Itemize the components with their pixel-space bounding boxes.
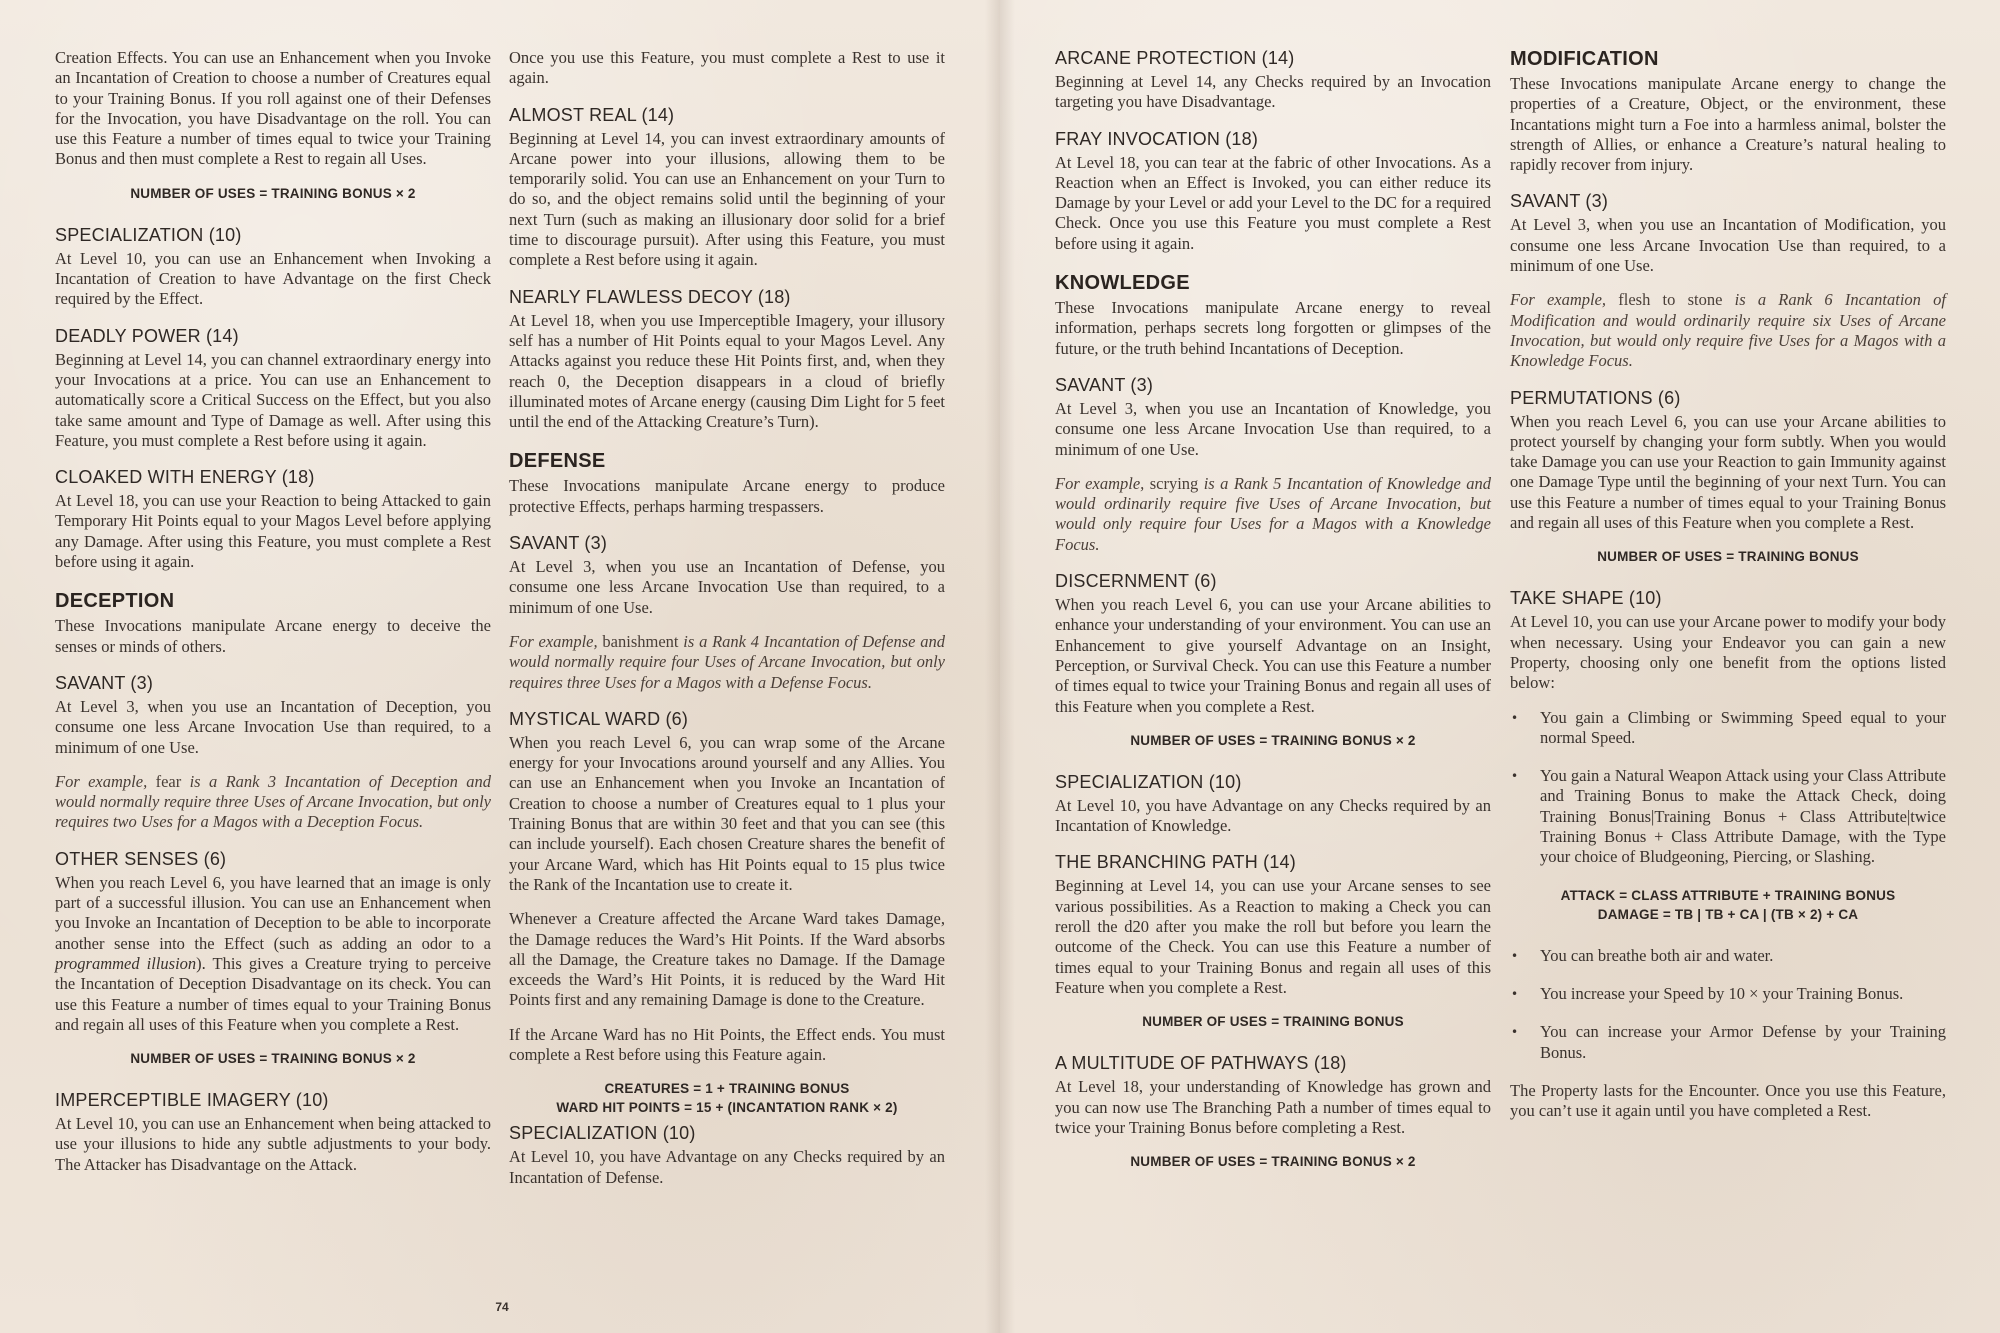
example-rest: is a Rank 4 Incantation of Defense and would normally require four Uses of Arcane Invocation, but only requires three Uses for a Magos with a Defense Focus. xyxy=(509,631,945,692)
other-senses-text-b: ). This gives a Creature trying to perceive the Incantation of Deception Disadvantage on its check. You can use this Feature a number of times equal to your Training Bonus and regain all uses of this Feature when you complete a Rest. xyxy=(55,953,491,1034)
book-gutter xyxy=(985,0,1015,1333)
example-text xyxy=(55,772,491,833)
savant-text: At Level 3, when you use an Incantation of Deception, you consume one less Arcane Invocation Use than required, to a minimum of one Use. xyxy=(55,696,491,757)
specialization-text: At Level 10, you can use an Enhancement when Invoking a Incantation of Creation to have Advantage on the first Check required by the Effect. xyxy=(55,248,491,309)
imperceptible-imagery-text: At Level 10, you can use an Enhancement when being attacked to use your illusions to hide any subtle adjustments to your body. The Attacker has Disadvantage on the Attack. xyxy=(55,1114,491,1174)
multitude-of-pathways-heading: A MULTITUDE OF PATHWAYS (18) xyxy=(1055,1053,1347,1074)
branching-path-heading: THE BRANCHING PATH (14) xyxy=(1055,852,1296,873)
specialization-text: At Level 10, you have Advantage on any Checks required by an Incantation of Defense. xyxy=(509,1147,945,1187)
example-text xyxy=(1055,474,1491,555)
savant-text: At Level 3, when you use an Incantation of Modification, you consume one less Arcane Invocation Use than required, to a minimum of one Use. xyxy=(1510,215,1946,276)
continuation-text: Once you use this Feature, you must complete a Rest to use it again. xyxy=(509,48,945,88)
list-item: • You gain a Climbing or Swimming Speed equal to your normal Speed. xyxy=(1510,708,1946,749)
left-column-1 xyxy=(55,48,491,1189)
attack-formula-line: ATTACK = CLASS ATTRIBUTE + TRAINING BONUS xyxy=(1560,887,1896,903)
almost-real-text: Beginning at Level 14, you can invest extraordinary amounts of Arcane power into your illusions, allowing them to be temporarily solid. You can use an Enhancement on your Turn to do so, and the object remains solid until the beginning of your next Turn (such as making an illusionary door solid for a brief time to discourage pursuit). After using this Feature, you must complete a Rest before using it again. xyxy=(509,128,945,270)
damage-formula-line: DAMAGE = TB | TB + CA | (TB × 2) + CA xyxy=(1597,906,1859,922)
deception-text: These Invocations manipulate Arcane energy to deceive the senses or minds of others. xyxy=(55,616,491,656)
example-lead: For example, xyxy=(509,631,598,651)
right-column-2 xyxy=(1510,48,1946,1135)
take-shape-options-list xyxy=(1510,708,1946,868)
example-term: scrying xyxy=(1144,473,1204,493)
ward-formula-line-2: WARD HIT POINTS = 15 + (INCANTATION RANK × 2) xyxy=(556,1100,898,1116)
defense-text: These Invocations manipulate Arcane energy to produce protective Effects, perhaps harming trespassers. xyxy=(509,476,945,516)
discernment-text: When you reach Level 6, you can use your Arcane abilities to enhance your understanding of your environment. You can use an Enhancement to give yourself Advantage on an Insight, Perception, or Survival Check. You can use this Feature a number of times equal to twice your Training Bonus and regain all uses of this Feature when you complete a Rest. xyxy=(1055,595,1491,716)
take-shape-heading: TAKE SHAPE (10) xyxy=(1510,588,1662,609)
uses-formula: NUMBER OF USES = TRAINING BONUS xyxy=(1142,1014,1404,1030)
uses-formula: NUMBER OF USES = TRAINING BONUS xyxy=(1597,549,1859,565)
discernment-heading: DISCERNMENT (6) xyxy=(1055,571,1217,592)
specialization-heading: SPECIALIZATION (10) xyxy=(509,1123,696,1144)
mystical-ward-heading: MYSTICAL WARD (6) xyxy=(509,708,689,729)
example-lead: For example, xyxy=(1055,473,1145,493)
cloaked-with-energy-heading: CLOAKED WITH ENERGY (18) xyxy=(55,467,315,488)
specialization-heading: SPECIALIZATION (10) xyxy=(55,224,242,245)
deadly-power-heading: DEADLY POWER (14) xyxy=(55,325,239,346)
example-text xyxy=(1510,290,1946,371)
nearly-flawless-decoy-heading: NEARLY FLAWLESS DECOY (18) xyxy=(509,286,791,307)
right-column-1 xyxy=(1055,48,1491,1193)
fray-invocation-heading: FRAY INVOCATION (18) xyxy=(1055,128,1259,149)
savant-heading: SAVANT (3) xyxy=(55,672,154,693)
example-lead: For example, xyxy=(1510,290,1607,310)
ward-formula-line-1: CREATURES = 1 + TRAINING BONUS xyxy=(604,1081,850,1097)
example-rest: is a Rank 5 Incantation of Knowledge and would ordinarily require five Uses of Arcane Invocation, but would only require four Uses for a Magos with a Knowledge Focus. xyxy=(1055,473,1491,554)
arcane-protection-text: Beginning at Level 14, any Checks required by an Invocation targeting you have Disadvantage. xyxy=(1055,72,1491,112)
right-page xyxy=(1000,0,2000,1333)
savant-heading: SAVANT (3) xyxy=(1510,191,1609,212)
knowledge-text: These Invocations manipulate Arcane energy to reveal information, perhaps secrets long forgotten or glimpses of the future, or the truth behind Incantations of Deception. xyxy=(1055,298,1491,358)
take-shape-text: At Level 10, you can use your Arcane power to modify your body when necessary. Using your Endeavor you can gain a new Property, choosing only one benefit from the options listed below: xyxy=(1510,612,1946,693)
almost-real-heading: ALMOST REAL (14) xyxy=(509,104,675,125)
example-rest: is a Rank 6 Incantation of Modification and would ordinarily require six Uses of Arcane Invocation, but would only require five Uses for a Magos with a Knowledge Focus. xyxy=(1510,290,1946,371)
modification-heading: MODIFICATION xyxy=(1510,48,1659,70)
modification-text: These Invocations manipulate Arcane energy to change the properties of a Creature, Object, or the environment, these Incantations might turn a Foe into a harmless animal, bolster the strength of Allies, or enhance a Creature’s natural healing to rapidly recover from injury. xyxy=(1510,74,1946,175)
attack-damage-formula xyxy=(1510,886,1946,924)
branching-path-text: Beginning at Level 14, you can use your Arcane senses to see various possibilities. As a Reaction to making a Check you can reroll the d20 after you make the roll but before you learn the outcome of the Check. You can use this Feature a number of times equal to your Training Bonus and regain all uses of this Feature when you complete a Rest. xyxy=(1055,876,1491,997)
imperceptible-imagery-heading: IMPERCEPTIBLE IMAGERY (10) xyxy=(55,1090,329,1111)
mystical-ward-text-1: When you reach Level 6, you can wrap some of the Arcane energy for your Invocations around yourself and any Allies. You can use an Enhancement when you Invoke an Incantation of Creation to choose a number of Creatures equal to 1 plus your Training Bonus that are within 30 feet and that you can see (this can include yourself). Each chosen Creature shares the benefit of your Arcane Ward, which has Hit Points equal to 15 plus twice the Rank of the Incantation use to create it. xyxy=(509,732,945,894)
page-number: 74 xyxy=(495,1300,509,1314)
other-senses-text-a: When you reach Level 6, you have learned that an image is only part of a successful illusion. You can use an Enhancement when you Invoke an Incantation of Deception to be able to incorporate another sense into the Effect (such as adding an odor to a xyxy=(55,872,491,953)
other-senses-heading: OTHER SENSES (6) xyxy=(55,848,227,869)
example-term: flesh to stone xyxy=(1606,290,1735,310)
left-column-2 xyxy=(509,48,945,1202)
take-shape-options-list-2 xyxy=(1510,946,1946,1063)
uses-formula: NUMBER OF USES = TRAINING BONUS × 2 xyxy=(130,185,416,201)
example-rest: is a Rank 3 Incantation of Deception and would normally require three Uses of Arcane Invocation, but only requires two Uses for a Magos with a Deception Focus. xyxy=(55,771,491,832)
example-term: banishment xyxy=(597,631,684,651)
deception-heading: DECEPTION xyxy=(55,590,175,613)
list-item: • You can increase your Armor Defense by your Training Bonus. xyxy=(1510,1022,1946,1063)
permutations-heading: PERMUTATIONS (6) xyxy=(1510,387,1681,408)
cloaked-with-energy-text: At Level 18, you can use your Reaction to being Attacked to gain Temporary Hit Points equal to your Magos Level before applying any Damage. After using this Feature, you must complete a Rest before using it again. xyxy=(55,491,491,572)
specialization-heading: SPECIALIZATION (10) xyxy=(1055,771,1242,792)
savant-heading: SAVANT (3) xyxy=(509,533,608,554)
mystical-ward-text-2: Whenever a Creature affected the Arcane Ward takes Damage, the Damage reduces the Ward’s Hit Points. If the Ward absorbs all the Damage, the Creature takes no Damage. If the Damage exceeds the Ward’s Hit Points, it is reduced by the Ward Hit Points first and any remaining Damage is done to the Creature. xyxy=(509,909,945,1010)
uses-formula: NUMBER OF USES = TRAINING BONUS × 2 xyxy=(1130,732,1416,748)
list-item: • You increase your Speed by 10 × your Training Bonus. xyxy=(1510,984,1946,1004)
permutations-text: When you reach Level 6, you can use your Arcane abilities to protect yourself by changing your form subtly. When you would take Damage you can use your Reaction to gain Immunity against one Damage Type until the beginning of your next Turn. You can use this Feature a number of times equal to your Training Bonus and regain all uses of this Feature when you complete a Rest. xyxy=(1510,411,1946,533)
arcane-protection-heading: ARCANE PROTECTION (14) xyxy=(1055,48,1295,68)
fray-invocation-text: At Level 18, you can tear at the fabric of other Invocations. As a Reaction when an Effect is Invoked, you can either reduce its Damage by your Level or add your Level to the DC for a required Check. Once you use this Feature you must complete a Rest before using it again. xyxy=(1055,152,1491,253)
example-text xyxy=(509,632,945,693)
example-lead: For example, xyxy=(55,771,148,791)
savant-heading: SAVANT (3) xyxy=(1055,374,1154,395)
defense-heading: DEFENSE xyxy=(509,450,606,473)
ward-formula xyxy=(509,1079,945,1117)
specialization-text: At Level 10, you have Advantage on any Checks required by an Incantation of Knowledge. xyxy=(1055,795,1491,836)
uses-formula: NUMBER OF USES = TRAINING BONUS × 2 xyxy=(1130,1154,1416,1170)
savant-text: At Level 3, when you use an Incantation of Knowledge, you consume one less Arcane Invocation Use than required, to a minimum of one Use. xyxy=(1055,398,1491,459)
uses-formula: NUMBER OF USES = TRAINING BONUS × 2 xyxy=(130,1051,416,1067)
closing-text: The Property lasts for the Encounter. Once you use this Feature, you can’t use it again until you have completed a Rest. xyxy=(1510,1080,1946,1121)
nearly-flawless-decoy-text: At Level 18, when you use Imperceptible Imagery, your illusory self has a number of Hit Points equal to your Magos Level. Any Attacks against you reduce these Hit Points first, and, when they reach 0, the Deception disappears in a cloud of briefly illuminated motes of Arcane energy (causing Dim Light for 5 feet until the end of the Attacking Creature’s Turn). xyxy=(509,310,945,432)
other-senses-text xyxy=(55,873,491,1035)
mystical-ward-text-3: If the Arcane Ward has no Hit Points, the Effect ends. You must complete a Rest before using this Feature again. xyxy=(509,1024,945,1064)
knowledge-heading: KNOWLEDGE xyxy=(1055,272,1190,295)
other-senses-text-em: programmed illusion xyxy=(55,953,197,973)
list-item: • You gain a Natural Weapon Attack using your Class Attribute and Training Bonus to make the Attack Check, doing Training Bonus|Training Bonus + Class Attribute|twice Training Bonus + Class Attribute Damage, with the Type your choice of Bludgeoning, Piercing, or Slashing. xyxy=(1510,766,1946,867)
multitude-of-pathways-text: At Level 18, your understanding of Knowledge has grown and you can now use The Branching Path a number of times equal to twice your Training Bonus before completing a Rest. xyxy=(1055,1077,1491,1137)
savant-text: At Level 3, when you use an Incantation of Defense, you consume one less Arcane Invocation Use than required, to a minimum of one Use. xyxy=(509,557,945,617)
example-term: fear xyxy=(147,771,190,791)
deadly-power-text: Beginning at Level 14, you can channel extraordinary energy into your Invocations at a price. You can use an Enhancement to automatically score a Critical Success on the Effect, but you also take same amount and Type of Damage as well. After using this Feature, you must complete a Rest before using it again. xyxy=(55,349,491,450)
creation-continuation-text: Creation Effects. You can use an Enhancement when you Invoke an Incantation of Creation to choose a number of Creatures equal to your Training Bonus. If you roll against one of their Defenses for the Invocation, you have Disadvantage on the roll. You can use this Feature a number of times equal to twice your Training Bonus and then must complete a Rest to regain all Uses. xyxy=(55,48,491,169)
list-item: • You can breathe both air and water. xyxy=(1510,946,1946,966)
